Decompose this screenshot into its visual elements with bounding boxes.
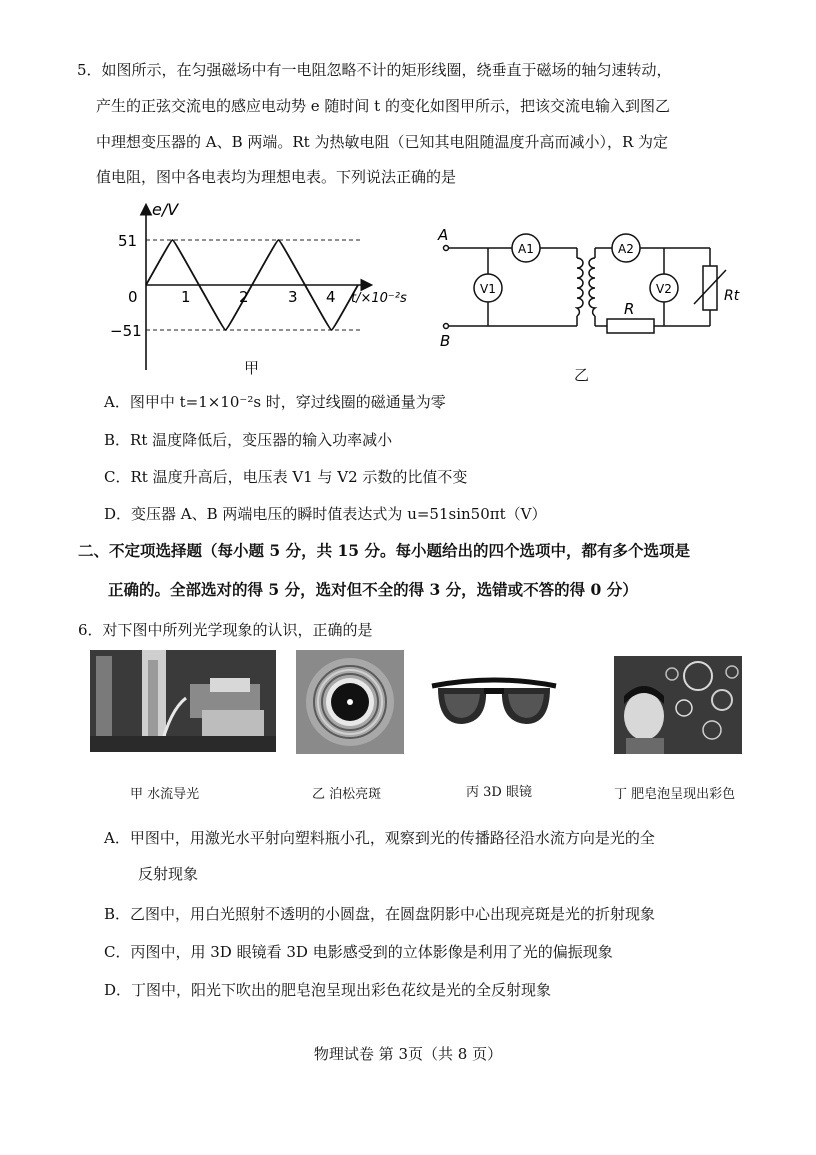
q6-stem: 6．对下图中所列光学现象的认识，正确的是 bbox=[78, 621, 373, 639]
q5-line-2: 产生的正弦交流电的感应电动势 e 随时间 t 的变化如图甲所示，把该交流电输入到图乙 bbox=[96, 97, 670, 115]
graph-xtick-0: 0 bbox=[128, 288, 138, 306]
photo-3d-glasses bbox=[428, 672, 560, 736]
q6-option-b: B．乙图中，用白光照射不透明的小圆盘，在圆盘阴影中心出现亮斑是光的折射现象 bbox=[104, 905, 656, 923]
meter-v1-label: V1 bbox=[480, 282, 496, 296]
q6-option-a: A．甲图中，用激光水平射向塑料瓶小孔，观察到光的传播路径沿水流方向是光的全 bbox=[104, 829, 655, 847]
section2-heading-line-2: 正确的。全部选对的得 5 分，选对但不全的得 3 分，选错或不答的得 0 分） bbox=[108, 580, 638, 599]
q5-line-4: 值电阻，图中各电表均为理想电表。下列说法正确的是 bbox=[96, 168, 457, 186]
graph-ylabel: e/V bbox=[152, 200, 179, 219]
q5-line-3: 中理想变压器的 A、B 两端。Rt 为热敏电阻（已知其电阻随温度升高而减小），R 为定 bbox=[96, 133, 669, 151]
circuit-caption: 乙 bbox=[574, 366, 590, 384]
thermistor-label: Rt bbox=[724, 288, 740, 304]
caption-photo-yi: 乙 泊松亮斑 bbox=[312, 787, 382, 802]
meter-a1-label: A1 bbox=[518, 242, 534, 256]
emf-graph bbox=[108, 198, 407, 376]
q5-option-b: B．Rt 温度降低后，变压器的输入功率减小 bbox=[104, 431, 393, 449]
resistor-r-label: R bbox=[624, 300, 635, 318]
circuit-label-b: B bbox=[440, 332, 451, 350]
photo-water-light-guide bbox=[90, 650, 276, 752]
q6-option-c: C．丙图中，用 3D 眼镜看 3D 电影感受到的立体影像是利用了光的偏振现象 bbox=[104, 943, 613, 961]
q5-option-a: A．图甲中 t=1×10⁻²s 时，穿过线圈的磁通量为零 bbox=[104, 393, 446, 411]
caption-photo-jia: 甲 水流导光 bbox=[130, 787, 200, 802]
graph-xtick-3: 3 bbox=[288, 288, 298, 306]
transformer-circuit bbox=[432, 222, 752, 350]
meter-v2-label: V2 bbox=[656, 282, 672, 296]
photo-poisson-spot bbox=[296, 650, 404, 754]
graph-caption: 甲 bbox=[244, 359, 260, 377]
graph-ytick-bottom: −51 bbox=[110, 322, 142, 340]
caption-photo-ding: 丁 肥皂泡呈现出彩色 bbox=[614, 787, 736, 802]
graph-xlabel: t/×10⁻²s bbox=[351, 291, 407, 306]
graph-xtick-4: 4 bbox=[326, 288, 336, 306]
circuit-label-a: A bbox=[438, 226, 449, 244]
q5-line-1: 5．如图所示，在匀强磁场中有一电阻忽略不计的矩形线圈，绕垂直于磁场的轴匀速转动， bbox=[77, 61, 672, 79]
caption-photo-bing: 丙 3D 眼镜 bbox=[466, 785, 532, 800]
q5-option-c: C．Rt 温度升高后，电压表 V1 与 V2 示数的比值不变 bbox=[104, 468, 468, 486]
graph-ytick-top: 51 bbox=[118, 232, 138, 250]
terminal-b bbox=[444, 324, 449, 329]
q5-option-d: D．变压器 A、B 两端电压的瞬时值表达式为 u=51sin50πt（V） bbox=[104, 505, 547, 523]
meter-a2-label: A2 bbox=[618, 242, 634, 256]
q6-option-a-cont: 反射现象 bbox=[138, 865, 199, 883]
photo-soap-bubbles bbox=[614, 656, 742, 754]
resistor-r bbox=[607, 319, 654, 333]
q6-option-d: D．丁图中，阳光下吹出的肥皂泡呈现出彩色花纹是光的全反射现象 bbox=[104, 981, 552, 999]
graph-xtick-2: 2 bbox=[239, 288, 249, 306]
section2-heading-line-1: 二、不定项选择题（每小题 5 分，共 15 分。每小题给出的四个选项中，都有多个选项是 bbox=[78, 541, 690, 560]
terminal-a bbox=[444, 246, 449, 251]
graph-xtick-1: 1 bbox=[181, 288, 191, 306]
page-footer: 物理试卷 第 3页（共 8 页） bbox=[313, 1045, 503, 1063]
